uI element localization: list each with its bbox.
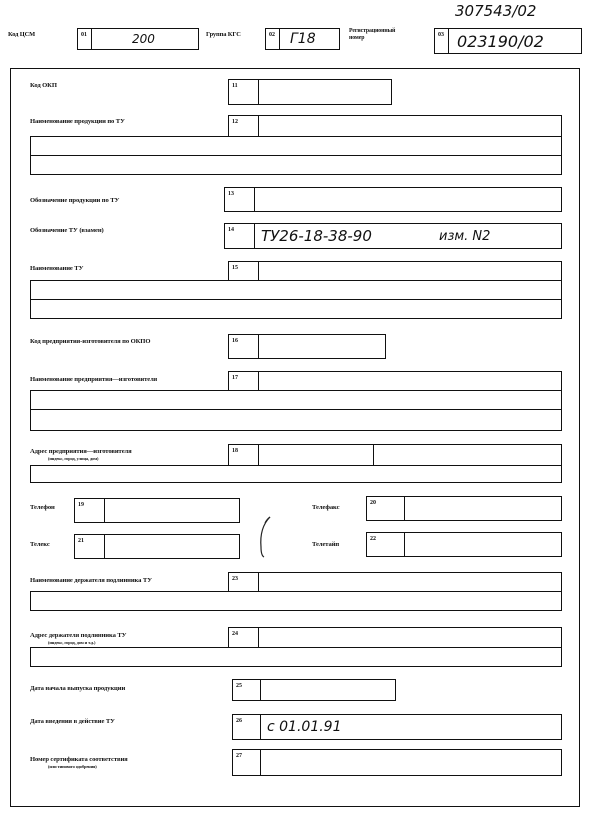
field-number: 20 (367, 497, 405, 520)
phone-field[interactable] (74, 498, 240, 523)
telex-field[interactable] (74, 534, 240, 559)
field-number: 16 (229, 335, 259, 358)
tu-designation-label: Обозначение ТУ (взамен) (30, 227, 104, 234)
field-number: 13 (225, 188, 255, 211)
field-number: 21 (75, 535, 105, 558)
teletype-field[interactable] (366, 532, 562, 557)
certificate-number-label (30, 756, 128, 769)
product-name-line-2[interactable] (30, 136, 562, 156)
tu-holder-address-sublabel: (индекс, город, дом и т.д.) (48, 640, 96, 645)
manufacturer-address-line-2[interactable] (30, 465, 562, 483)
field-number: 19 (75, 499, 105, 522)
tu-holder-address-label-text: Адрес держателя подлинника ТУ (30, 632, 127, 639)
certificate-number-label-text: Номер сертификата соответствия (30, 756, 128, 763)
okp-code-field[interactable] (228, 79, 392, 105)
tu-holder-address-line-2[interactable] (30, 647, 562, 667)
manufacturer-name-label: Наименование предприятия—изготовителя (30, 376, 158, 383)
gruppa-kgs-value: Г18 (290, 31, 316, 47)
field-number: 02 (266, 29, 280, 49)
field-number: 27 (233, 750, 261, 775)
production-start-date-label: Дата начала выпуска продукции (30, 685, 126, 692)
product-name-field[interactable] (228, 115, 562, 137)
tu-holder-address-field[interactable] (228, 627, 562, 648)
field-number: 12 (229, 116, 259, 136)
production-start-date-field[interactable] (232, 679, 396, 701)
kod-csm-label: Код ЦСМ (8, 31, 36, 38)
field-number: 01 (78, 29, 92, 49)
field-number: 15 (229, 262, 259, 280)
tu-holder-address-label (30, 632, 126, 645)
reg-nomer-value: 023190/02 (457, 31, 544, 51)
tu-name-label: Наименование ТУ (30, 265, 84, 272)
tu-name-line-2[interactable] (30, 280, 562, 300)
reg-nomer-label-line2: номер (349, 35, 365, 41)
handwritten-mark-icon (252, 513, 276, 559)
tu-effective-date-value: с 01.01.91 (267, 719, 342, 735)
manufacturer-address-field[interactable] (228, 444, 562, 466)
field-number: 26 (233, 715, 261, 739)
phone-label: Телефон (30, 504, 55, 511)
okpo-code-field[interactable] (228, 334, 386, 359)
manufacturer-address-label (30, 448, 132, 461)
product-designation-field[interactable] (224, 187, 562, 212)
gruppa-kgs-label: Группа КГС (206, 31, 241, 38)
tu-name-line-3[interactable] (30, 299, 562, 319)
certificate-number-sublabel: (или типового одобрения) (48, 764, 97, 769)
field-number: 18 (229, 445, 259, 465)
certificate-number-field[interactable] (232, 749, 562, 776)
tu-designation-value: ТУ26-18-38-90 (261, 227, 372, 245)
tu-designation-amendment: изм. N2 (439, 228, 491, 244)
handwritten-registration-number: 307543/02 (455, 2, 537, 20)
manufacturer-address-sublabel: (индекс, город, улица, дом) (48, 456, 99, 461)
fax-field[interactable] (366, 496, 562, 521)
reg-nomer-field[interactable] (434, 28, 582, 54)
reg-nomer-label-line1: Регистрационный (349, 28, 396, 34)
fax-label: Телефакс (312, 504, 340, 511)
field-number: 11 (229, 80, 259, 104)
kod-csm-field[interactable] (77, 28, 199, 50)
reg-nomer-label (349, 28, 395, 42)
okp-code-label: Код ОКП (30, 82, 57, 89)
field-number: 23 (229, 573, 259, 591)
manufacturer-name-line-3[interactable] (30, 409, 562, 431)
manufacturer-name-field[interactable] (228, 371, 562, 391)
address-divider (373, 445, 374, 465)
tu-effective-date-field[interactable] (232, 714, 562, 740)
okpo-code-label: Код предприятия-изготовителя по ОКПО (30, 338, 151, 345)
manufacturer-address-label-text: Адрес предприятия—изготовителя (30, 448, 132, 455)
field-number: 24 (229, 628, 259, 647)
tu-holder-name-field[interactable] (228, 572, 562, 592)
telex-label: Телекс (30, 541, 50, 548)
manufacturer-name-line-2[interactable] (30, 390, 562, 410)
field-number: 17 (229, 372, 259, 390)
tu-effective-date-label: Дата введения в действие ТУ (30, 718, 115, 725)
tu-holder-name-line-2[interactable] (30, 591, 562, 611)
kod-csm-value: 200 (132, 32, 155, 46)
field-number: 03 (435, 29, 449, 53)
tu-holder-name-label: Наименование держателя подлинника ТУ (30, 577, 152, 584)
field-number: 14 (225, 224, 255, 248)
tu-designation-field[interactable] (224, 223, 562, 249)
tu-name-field[interactable] (228, 261, 562, 281)
field-number: 25 (233, 680, 261, 700)
field-number: 22 (367, 533, 405, 556)
gruppa-kgs-field[interactable] (265, 28, 340, 50)
product-name-label: Наименование продукции по ТУ (30, 118, 125, 125)
product-designation-label: Обозначение продукции по ТУ (30, 197, 120, 204)
product-name-line-3[interactable] (30, 155, 562, 175)
teletype-label: Телетайп (312, 541, 340, 548)
